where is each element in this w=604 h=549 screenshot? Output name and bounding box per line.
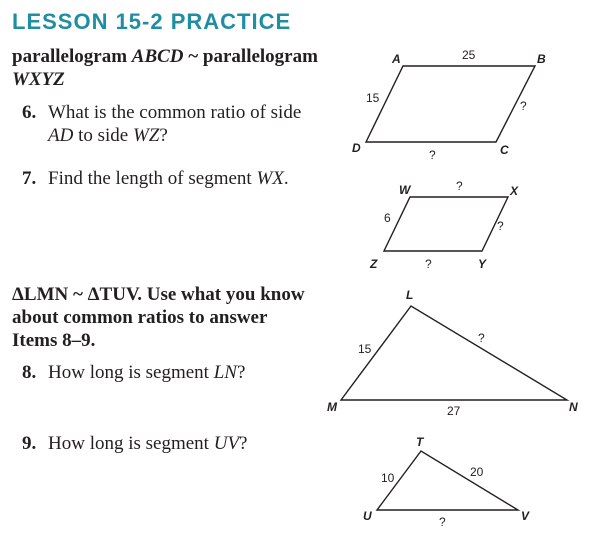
intro-similar: ~ — [68, 284, 88, 305]
question-8-text: How long is segment — [48, 362, 214, 383]
question-7-end: . — [283, 168, 289, 189]
vertex-v: V — [521, 509, 530, 523]
vertex-t: T — [416, 435, 424, 449]
triangle-tuv — [377, 451, 518, 510]
side-uv-label: ? — [439, 515, 446, 529]
side-tv-label: 20 — [470, 465, 484, 479]
parallelogram-abcd — [366, 66, 535, 142]
vertex-w: W — [399, 183, 411, 197]
vertex-l: L — [406, 288, 414, 302]
side-ad-label: 15 — [366, 91, 380, 105]
vertex-n: N — [569, 400, 578, 414]
question-6-mid: to side — [73, 125, 133, 146]
intro-line1-rest: . Use what you know — [137, 284, 305, 305]
question-8-seg-ln: LN — [213, 362, 237, 383]
vertex-m: M — [327, 400, 337, 414]
vertex-y: Y — [478, 257, 487, 271]
vertex-a: A — [392, 52, 401, 66]
question-8-number: 8. — [22, 362, 37, 383]
question-7-seg-wx: WX — [256, 168, 284, 189]
side-xy-label: ? — [497, 219, 504, 233]
side-mn-label: 27 — [447, 404, 461, 418]
side-zy-label: ? — [425, 257, 432, 271]
intro-text-c: ~ parallelogram — [183, 46, 318, 67]
intro-line2: about common ratios to answer — [12, 307, 268, 328]
vertex-u: U — [363, 509, 372, 523]
question-7-number: 7. — [22, 168, 37, 189]
vertex-c: C — [500, 143, 509, 157]
intro-line3: Items 8–9. — [12, 330, 96, 351]
question-7-text: Find the length of segment — [48, 168, 257, 189]
vertex-b: B — [537, 52, 546, 66]
vertex-x: X — [510, 184, 519, 198]
side-tu-label: 10 — [381, 471, 395, 485]
question-6-seg-wz: WZ — [132, 125, 160, 146]
question-6-end: ? — [159, 125, 168, 146]
side-dc-label: ? — [429, 148, 436, 162]
side-wx-label: ? — [456, 179, 463, 193]
vertex-d: D — [352, 141, 361, 155]
question-9-number: 9. — [22, 433, 37, 454]
intro-wxyz: WXYZ — [12, 69, 65, 90]
question-6-number: 6. — [22, 102, 37, 123]
question-6-line1: What is the common ratio of side — [48, 102, 302, 123]
question-8-end: ? — [236, 362, 246, 383]
side-wz-label: 6 — [384, 211, 391, 225]
vertex-z: Z — [370, 257, 378, 271]
intro-text-a: parallelogram — [12, 46, 132, 67]
question-6-seg-ad: AD — [48, 125, 74, 146]
intro-abcd: ABCD — [131, 46, 184, 67]
question-9-seg-uv: UV — [213, 433, 240, 454]
side-ln-label: ? — [478, 331, 485, 345]
intro-lmn: ΔLMN — [12, 284, 69, 305]
side-ab-label: 25 — [462, 48, 476, 62]
question-9-end: ? — [239, 433, 248, 454]
side-lm-label: 15 — [358, 342, 372, 356]
side-bc-label: ? — [520, 99, 527, 113]
parallelogram-wxyz — [384, 197, 508, 251]
question-9-text: How long is segment — [48, 433, 214, 454]
lesson-title: LESSON 15-2 PRACTICE — [12, 9, 292, 34]
triangle-lmn — [341, 306, 567, 400]
intro-tuv: ΔTUV — [87, 284, 138, 305]
